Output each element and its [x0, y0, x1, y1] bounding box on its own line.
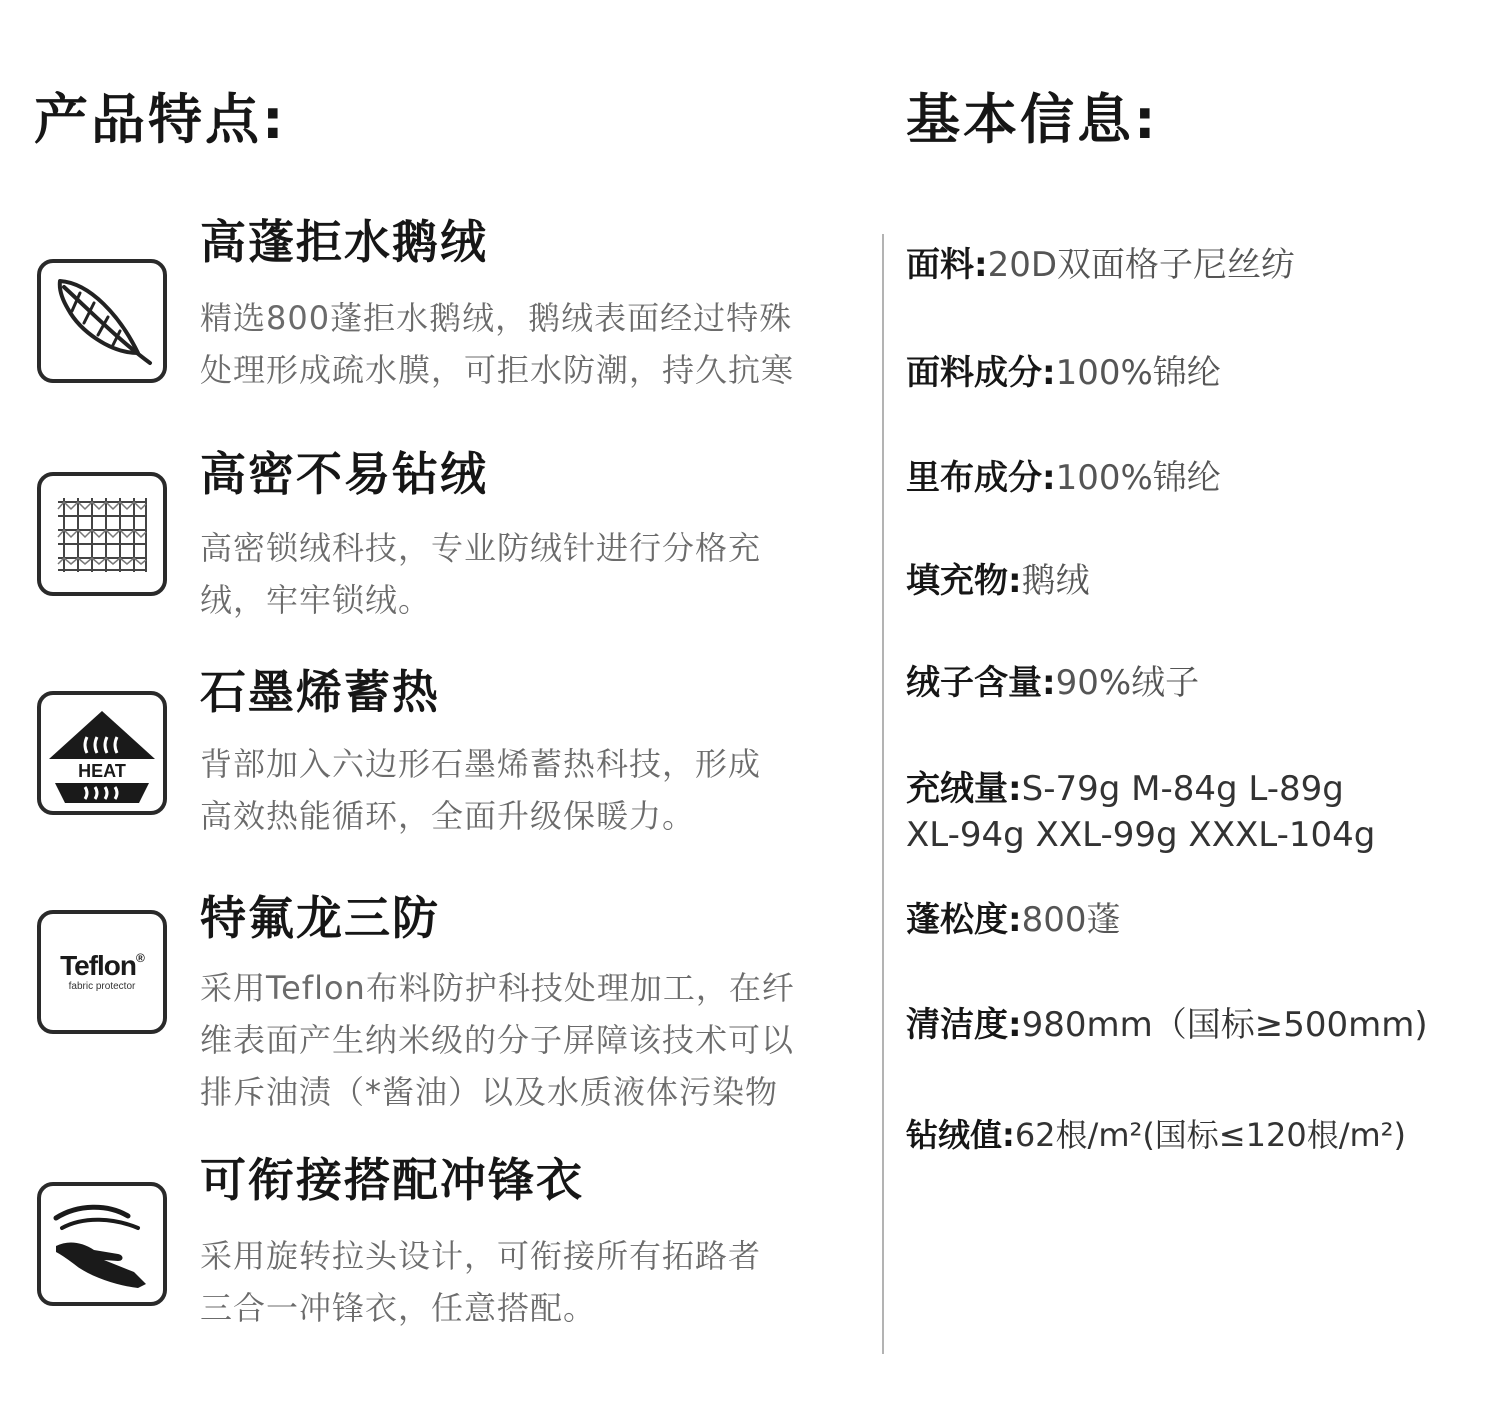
feature-description: 精选800蓬拒水鹅绒，鹅绒表面经过特殊 处理形成疏水膜，可拒水防潮，持久抗寒	[200, 299, 795, 389]
feature-title: 高蓬拒水鹅绒	[200, 215, 488, 269]
feature-description: 背部加入六边形石墨烯蓄热科技，形成 高效热能循环，全面升级保暖力。	[200, 745, 762, 835]
info-heading: 基本信息:	[906, 88, 1159, 151]
feather-icon	[37, 259, 167, 383]
column-divider	[882, 234, 884, 1354]
info-fill-weight: 充绒量:S-79g M-84g L-89g XL-94g XXL-99g XXXL-104g	[906, 769, 1376, 855]
info-filling: 填充物:鹅绒	[906, 561, 1090, 601]
woven-mesh-icon	[37, 472, 167, 596]
feature-description: 采用Teflon布料防护科技处理加工，在纤 维表面产生纳米级的分子屏障该技术可以 排斥油渍（*酱油）以及水质液体污染物	[200, 969, 795, 1111]
feature-description: 采用旋转拉头设计，可衔接所有拓路者 三合一冲锋衣，任意搭配。	[200, 1237, 762, 1327]
info-down-proof-value: 钻绒值:62根/m²(国标≤120根/m²)	[906, 1116, 1406, 1154]
info-down-content: 绒子含量:90%绒子	[906, 663, 1200, 703]
info-fabric: 面料:20D双面格子尼丝纺	[906, 245, 1296, 285]
feature-title: 高密不易钻绒	[200, 447, 488, 501]
heat-label: HEAT	[78, 761, 126, 781]
feature-description: 高密锁绒科技，专业防绒针进行分格充 绒，牢牢锁绒。	[200, 529, 762, 619]
feature-title: 特氟龙三防	[200, 891, 440, 945]
info-cleanliness: 清洁度:980mm（国标≥500mm)	[906, 1005, 1428, 1045]
info-fabric-composition: 面料成分:100%锦纶	[906, 353, 1221, 393]
info-fill-power: 蓬松度:800蓬	[906, 900, 1121, 940]
teflon-logo-icon: Teflon® fabric protector	[37, 910, 167, 1034]
info-lining-composition: 里布成分:100%锦纶	[906, 458, 1221, 498]
feature-title: 可衔接搭配冲锋衣	[200, 1153, 584, 1207]
heat-icon	[37, 691, 167, 815]
feature-title: 石墨烯蓄热	[200, 665, 440, 719]
hand-wind-icon	[37, 1182, 167, 1306]
features-heading: 产品特点:	[34, 88, 287, 151]
